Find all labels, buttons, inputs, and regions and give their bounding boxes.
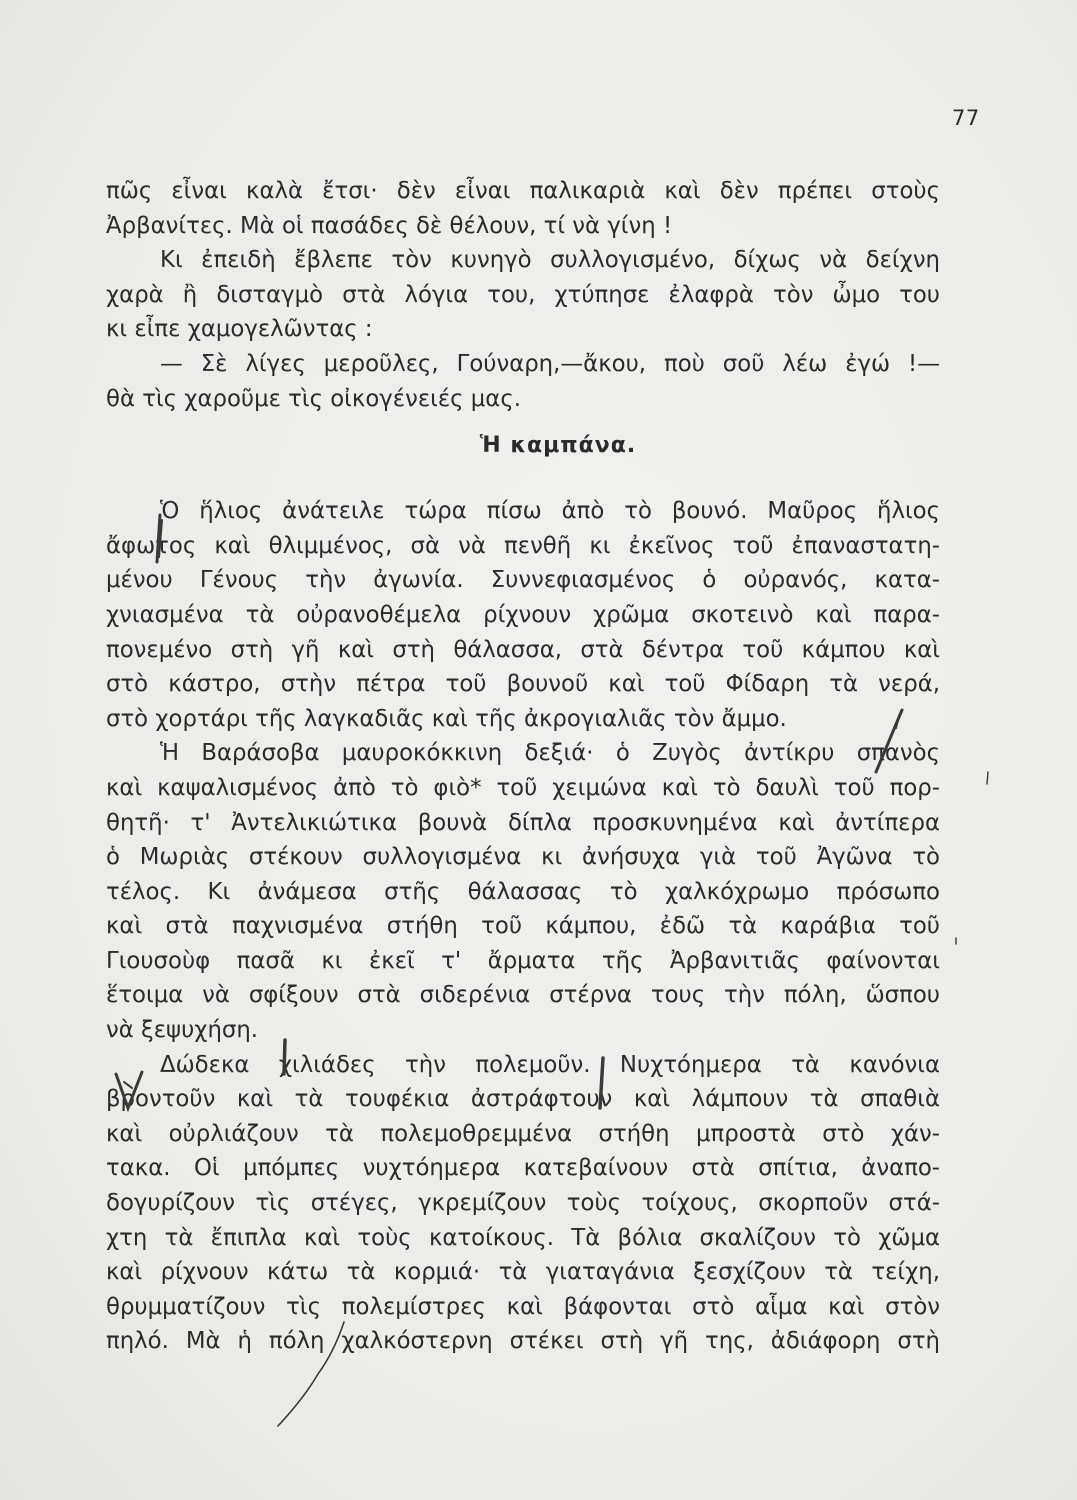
text-line: Ἡ Βαράσοβα μαυροκόκκινη δεξιά· ὁ Ζυγὸς ἀντίκρυ σπανὸς xyxy=(160,740,940,767)
text-line: ὁ Μωριὰς στέκουν συλλογισμένα κι ἀνήσυχα γιὰ τοῦ Ἀγῶνα τὸ xyxy=(106,844,940,871)
text-line: καὶ ρίχνουν κάτω τὰ κορμιά· τὰ γιαταγάνια ξεσχίζουν τὰ τείχη, xyxy=(106,1259,940,1286)
text-line: Κι ἐπειδὴ ἔβλεπε τὸν κυνηγὸ συλλογισμένο, δίχως νὰ δείχνη xyxy=(160,247,940,274)
text-line: θρυμματίζουν τὶς πολεμίστρες καὶ βάφονται στὸ αἷμα καὶ στὸν xyxy=(106,1293,940,1320)
text-line: Γιουσοὺφ πασᾶ κι ἐκεῖ τ' ἄρματα τῆς Ἀρβανιτιᾶς φαίνονται xyxy=(106,947,940,974)
pencil-mark-check xyxy=(110,1068,152,1112)
section-heading: Ἡ καμπάνα. xyxy=(479,433,637,459)
text-line: στὸ κάστρο, στὴν πέτρα τοῦ βουνοῦ καὶ τοῦ Φίδαρη τὰ νερά, xyxy=(106,671,940,698)
page-number: 77 xyxy=(952,106,980,130)
text-line: καὶ στὰ παχνισμένα στήθη τοῦ κάμπου, ἐδῶ τὰ καράβια τοῦ xyxy=(106,913,940,940)
text-line: τακα. Οἱ μπόμπες νυχτόημερα κατεβαίνουν στὰ σπίτια, ἀναπο- xyxy=(106,1155,940,1182)
text-line: χτη τὰ ἔπιπλα καὶ τοὺς κατοίκους. Τὰ βόλια σκαλίζουν τὸ χῶμα xyxy=(106,1224,940,1251)
text-line: δογυρίζουν τὶς στέγες, γκρεμίζουν τοὺς τοίχους, σκορποῦν στά- xyxy=(106,1190,940,1217)
paragraph xyxy=(106,494,940,736)
text-line: πηλό. Μὰ ἡ πόλη χαλκόστερνη στέκει στὴ γῆ της, ἀδιάφορη στὴ xyxy=(106,1328,940,1355)
text-line: Ἀρβανίτες. Μὰ οἱ πασάδες δὲ θέλουν, τί νὰ γίνη ! xyxy=(106,212,673,239)
text-line: χνιασμένα τὰ οὐρανοθέμελα ρίχνουν χρῶμα σκοτεινὸ καὶ παρα- xyxy=(106,601,940,628)
pencil-mark-paragraph-start xyxy=(150,512,168,568)
dialogue-paragraph xyxy=(106,347,940,416)
text-line: μένου Γένους τὴν ἀγωνία. Συννεφιασμένος ὁ οὐρανός, κατα- xyxy=(106,567,940,594)
text-line: ἄφωτος καὶ θλιμμένος, σὰ νὰ πενθῆ κι ἐκεῖνος τοῦ ἐπαναστατη- xyxy=(106,532,940,559)
body-text xyxy=(106,174,940,1359)
pencil-mark-dot xyxy=(984,770,992,788)
paragraph xyxy=(106,736,940,1047)
text-line: στὸ χορτάρι τῆς λαγκαδιᾶς καὶ τῆς ἀκρογιαλιᾶς τὸν ἄμμο. xyxy=(106,705,787,732)
text-line: — Σὲ λίγες μεροῦλες, Γούναρη,—ἄκου, ποὺ σοῦ λέω ἐγώ !— xyxy=(160,350,940,377)
text-line: θὰ τὶς χαροῦμε τὶς οἰκογένειές μας. xyxy=(106,385,521,412)
paragraph xyxy=(106,1048,940,1359)
heading-spacer xyxy=(106,482,940,494)
pencil-mark-bar xyxy=(594,1056,610,1112)
text-line: Ὁ ἥλιος ἀνάτειλε τώρα πίσω ἀπὸ τὸ βουνό. Μαῦρος ἥλιος xyxy=(160,498,940,525)
text-line: νὰ ξεψυχήση. xyxy=(106,1017,259,1044)
pencil-mark-slash xyxy=(868,706,908,778)
text-line: τέλος. Κι ἀνάμεσα στῆς θάλασσας τὸ χαλκόχρωμο πρόσωπο xyxy=(106,878,940,905)
text-line: πῶς εἶναι καλὰ ἔτσι· δὲν εἶναι παλικαριὰ καὶ δὲν πρέπει στοὺς xyxy=(106,178,940,204)
paragraph xyxy=(106,243,940,347)
text-line: πονεμένο στὴ γῆ καὶ στὴ θάλασσα, στὰ δέντρα τοῦ κάμπου καὶ xyxy=(106,636,940,663)
paragraph-continuation xyxy=(106,174,940,243)
pencil-mark-dot xyxy=(952,936,960,946)
text-line: καὶ καψαλισμένος ἀπὸ τὸ φιὸ* τοῦ χειμώνα καὶ τὸ δαυλὶ τοῦ πορ- xyxy=(106,774,940,801)
text-line: χαρὰ ἢ δισταγμὸ στὰ λόγια του, χτύπησε ἐλαφρὰ τὸν ὦμο του xyxy=(106,281,940,308)
text-line: βροντοῦν καὶ τὰ τουφέκια ἀστράφτουν καὶ λάμπουν τὰ σπαθιὰ xyxy=(106,1086,940,1113)
text-line: ἕτοιμα νὰ σφίξουν στὰ σιδερένια στέρνα τους τὴν πόλη, ὥσπου xyxy=(106,982,940,1009)
pencil-mark-bar xyxy=(278,1038,292,1078)
text-line: θητῆ· τ' Ἀντελικιώτικα βουνὰ δίπλα προσκυνημένα καὶ ἀντίπερα xyxy=(106,809,940,836)
text-line: κι εἶπε χαμογελῶντας : xyxy=(106,316,373,343)
pencil-mark-tail xyxy=(272,1318,352,1430)
text-line: καὶ οὐρλιάζουν τὰ πολεμοθρεμμένα στήθη μπροστὰ στὸ χάν- xyxy=(106,1120,940,1147)
text-line: Δώδεκα χιλιάδες τὴν πολεμοῦν. Νυχτόημερα τὰ κανόνια xyxy=(160,1051,940,1078)
